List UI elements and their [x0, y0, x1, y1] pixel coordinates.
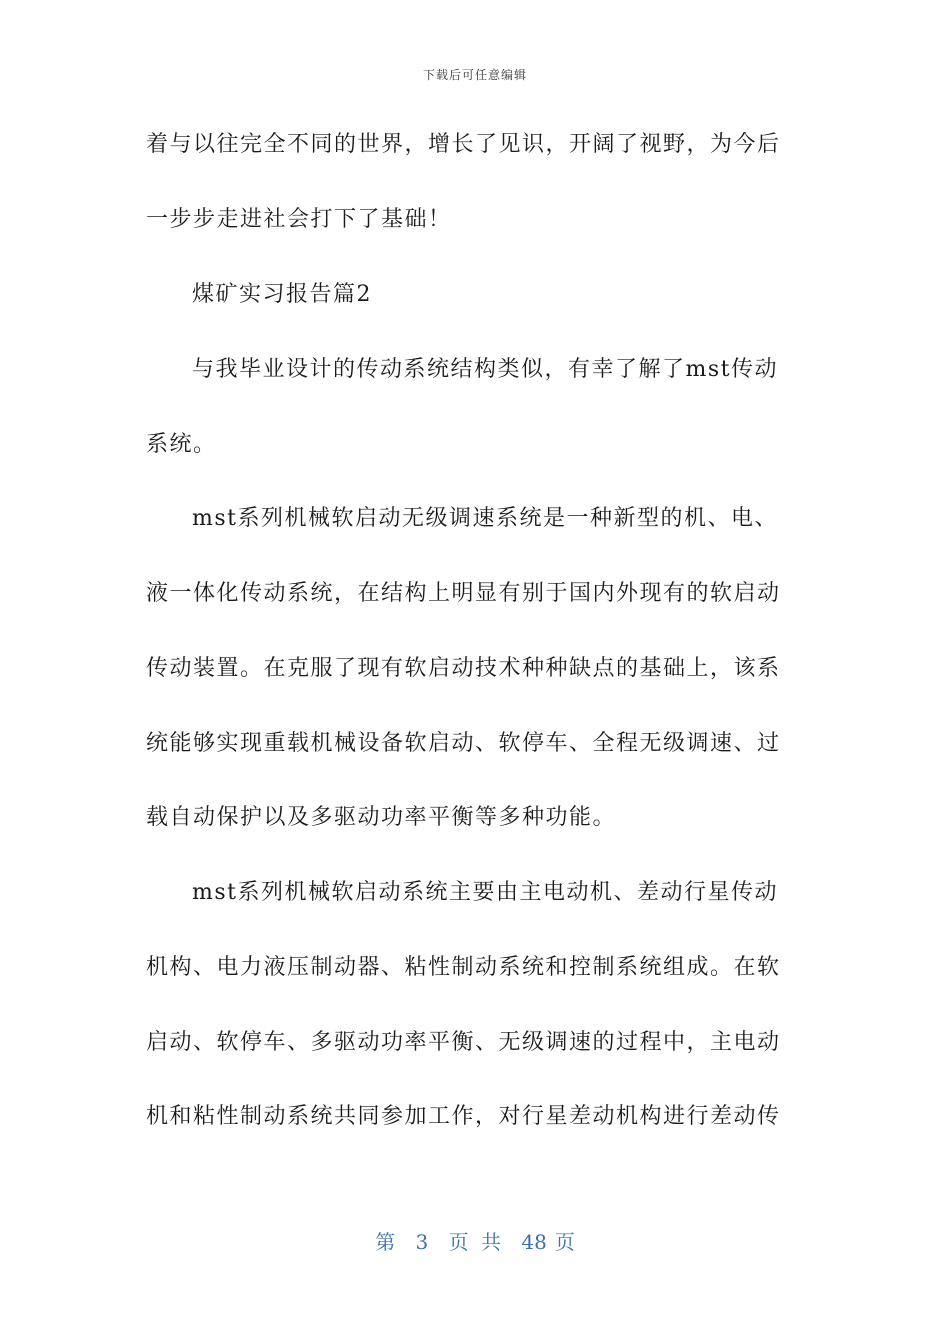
page-footer	[0, 1226, 950, 1255]
text-line: 一步步走进社会打下了基础！	[146, 207, 452, 232]
current-page-number: 3	[415, 1230, 429, 1254]
paragraph-first-line: 与我毕业设计的传动系统结构类似，有幸了解了mst传动	[192, 357, 778, 382]
text-line: 统能够实现重载机械设备软启动、软停车、全程无级调速、过	[146, 731, 781, 756]
text-line: 载自动保护以及多驱动功率平衡等多种功能。	[146, 805, 617, 830]
page-header-note: 下载后可任意编辑	[422, 68, 527, 82]
text-line: 机和粘性制动系统共同参加工作，对行星差动机构进行差动传	[146, 1104, 781, 1129]
text-line: 传动装置。在克服了现有软启动技术种种缺点的基础上，该系	[146, 656, 781, 681]
text-line: 着与以往完全不同的世界，增长了见识，开阔了视野，为今后	[146, 132, 781, 157]
total-page-number: 48	[521, 1230, 547, 1254]
text-line: 启动、软停车、多驱动功率平衡、无级调速的过程中，主电动	[146, 1030, 781, 1055]
text-line: 系统。	[146, 432, 217, 457]
paragraph-first-line: mst系列机械软启动系统主要由主电动机、差动行星传动	[192, 880, 778, 905]
text-line: 液一体化传动系统，在结构上明显有别于国内外现有的软启动	[146, 581, 781, 606]
section-heading: 煤矿实习报告篇2	[192, 282, 372, 307]
footer-mid: 页 共	[448, 1230, 501, 1254]
footer-prefix: 第	[375, 1230, 396, 1254]
paragraph-first-line: mst系列机械软启动无级调速系统是一种新型的机、电、	[192, 506, 778, 531]
text-line: 机构、电力液压制动器、粘性制动系统和控制系统组成。在软	[146, 955, 781, 980]
footer-suffix: 页	[554, 1230, 575, 1254]
